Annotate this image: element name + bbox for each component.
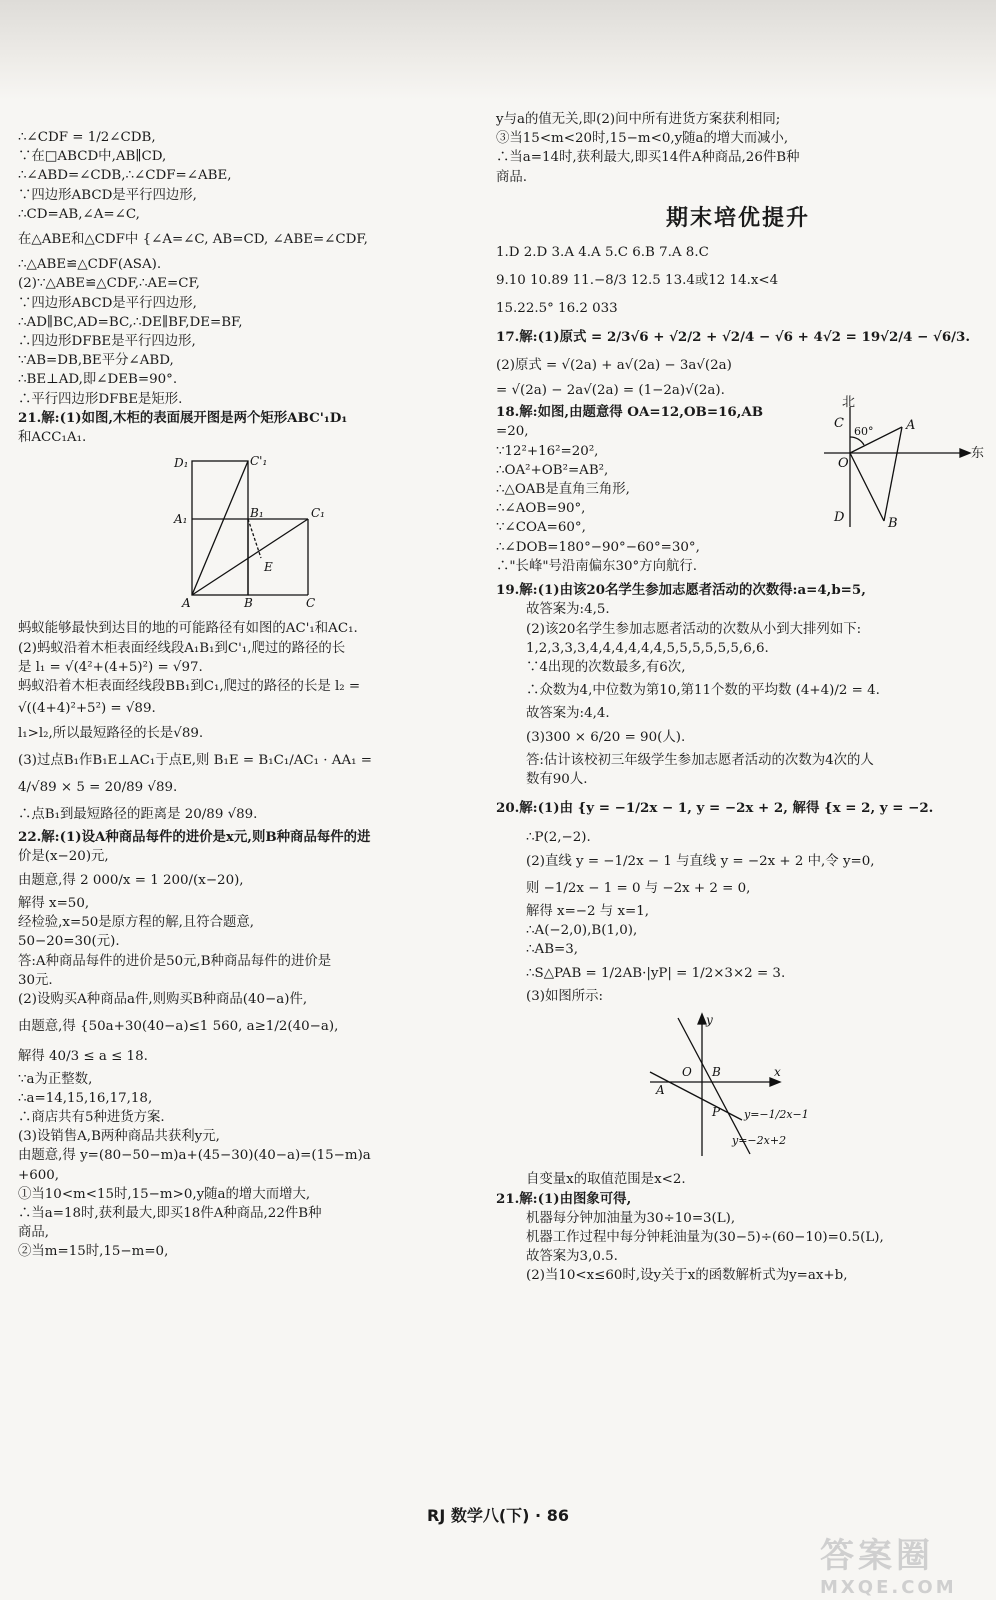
text-line: ∴平行四边形DFBE是矩形. [18, 391, 183, 407]
text-line: ∴AD∥BC,AD=BC,∴DE∥BF,DE=BF, [18, 314, 243, 330]
text-line: ∴∠AOB=90°, [496, 501, 586, 517]
text-line: ∴△ABE≌△CDF(ASA). [18, 257, 162, 273]
angle-label: 60° [854, 425, 874, 439]
problem-heading: 22.解:(1)设A种商品每件的进价是x元,则B种商品每件的进 [18, 829, 371, 846]
answer-row: 9.10 10.89 11.−8/3 12.5 13.4或12 14.x<4 [496, 273, 779, 289]
problem-heading: 17.解:(1)原式 = 2/3√6 + √2/2 + √2/4 − √6 + 4√2 = 19√2/4 − √6/3. [496, 328, 971, 345]
text-line: ∴A(−2,0),B(1,0), [526, 923, 638, 939]
text-line: ∴商店共有5种进货方案. [18, 1109, 165, 1125]
text-line: ∴"长峰"号沿南偏东30°方向航行. [496, 558, 697, 574]
text-line: 由题意,得 2 000/x = 1 200/(x−20), [18, 872, 244, 888]
label-D1: D₁ [174, 456, 189, 471]
problem-heading: 21.解:(1)如图,木柜的表面展开图是两个矩形ABC'₁D₁ [18, 409, 348, 426]
text-line: ∵在□ABCD中,AB∥CD, [18, 149, 167, 165]
label-B1: B₁ [250, 506, 264, 521]
text-line: ∵4出现的次数最多,有6次, [526, 660, 686, 676]
label-C: C [834, 416, 844, 432]
text-line: ∴S△PAB = 1/2AB·|yP| = 1/2×3×2 = 3. [526, 965, 786, 981]
text-line: ∴a=14,15,16,17,18, [18, 1090, 153, 1106]
text-line: 解得 x=−2 与 x=1, [526, 904, 650, 920]
text-line: 故答案为3,0.5. [526, 1249, 618, 1265]
label-A: A [182, 596, 191, 611]
problem-heading: 19.解:(1)由该20名学生参加志愿者活动的次数得:a=4,b=5, [496, 582, 866, 599]
text-line: 故答案为:4,4. [526, 706, 610, 722]
text-line: (2)∵△ABE≌△CDF,∴AE=CF, [18, 276, 200, 292]
text-line: ∴当a=18时,获利最大,即买18件A种商品,22件B种 [18, 1205, 322, 1221]
text-line: y与a的值无关,即(2)问中所有进货方案获利相同; [496, 112, 781, 127]
problem-heading: 21.解:(1)由图象可得, [496, 1190, 632, 1207]
text-line: ①当10<m<15时,15−m>0,y随a的增大而增大, [18, 1186, 311, 1202]
text-line: 商品, [18, 1225, 50, 1241]
text-line: (2)原式 = √(2a) + a√(2a) − 3a√(2a) [496, 357, 732, 373]
page-footer: RJ 数学八(下) · 86 [427, 1506, 569, 1525]
text-line: ②当m=15时,15−m=0, [18, 1244, 169, 1260]
text-line: 自变量x的取值范围是x<2. [526, 1172, 686, 1188]
text-line: 答:A种商品每件的进价是50元,B种商品每件的进价是 [18, 953, 332, 969]
line2-label: y=−2x+2 [732, 1134, 787, 1148]
text-line: (2)该20名学生参加志愿者活动的次数从小到大排列如下: [526, 621, 862, 637]
text-line: 蚂蚁沿着木柜表面经线段BB₁到C₁,爬过的路径的长是 l₂ = [18, 679, 361, 695]
text-line: 机器每分钟加油量为30÷10=3(L), [526, 1210, 736, 1226]
label-D: D [834, 510, 845, 526]
watermark-line1: 答案圈 [820, 1536, 934, 1576]
text-line: (3)过点B₁作B₁E⊥AC₁于点E,则 B₁E = B₁C₁/AC₁ · AA₁ = [18, 752, 372, 768]
problem-heading: 20.解:(1)由 {y = −1/2x − 1, y = −2x + 2, 解得 {x = 2, y = −2. [496, 800, 934, 817]
axis-y-label: y [706, 1013, 713, 1028]
text-line: 则 −1/2x − 1 = 0 与 −2x + 2 = 0, [526, 880, 751, 896]
text-line: 故答案为:4,5. [526, 602, 610, 618]
label-A: A [656, 1083, 665, 1098]
text-line: 50−20=30(元). [18, 934, 120, 950]
text-line: ∴CD=AB,∠A=∠C, [18, 206, 140, 222]
text-line: (2)直线 y = −1/2x − 1 与直线 y = −2x + 2 中,令 y=0, [526, 853, 875, 869]
text-line: ∵12²+16²=20², [496, 443, 599, 459]
text-line: ∴当a=14时,获利最大,即买14件A种商品,26件B种 [496, 150, 800, 166]
cabinet-diagram [168, 451, 338, 609]
scan-top-band [0, 0, 996, 100]
text-line: ∴OA²+OB²=AB², [496, 462, 609, 478]
label-A: A [906, 418, 916, 434]
text-line: 解得 x=50, [18, 895, 90, 911]
text-line: 答:估计该校初三年级学生参加志愿者活动的次数为4次的人 [526, 752, 874, 768]
text-line: ∴点B₁到最短路径的距离是 20/89 √89. [18, 807, 258, 823]
text-line: ∴∠DOB=180°−90°−60°=30°, [496, 539, 700, 555]
label-O: O [838, 456, 849, 472]
label-C1: C₁ [311, 506, 325, 521]
text-line: ∵四边形ABCD是平行四边形, [18, 187, 197, 203]
text-line: ∵a为正整数, [18, 1071, 93, 1087]
label-east: 东 [971, 446, 985, 462]
label-B: B [712, 1065, 721, 1080]
watermark-logo [820, 1528, 990, 1598]
text-line: 价是(x−20)元, [18, 849, 109, 865]
axis-x-label: x [774, 1065, 781, 1080]
text-line: 和ACC₁A₁. [18, 430, 87, 446]
text-line: 解得 40/3 ≤ a ≤ 18. [18, 1049, 148, 1065]
label-O: O [682, 1065, 692, 1080]
label-C1prime: C'₁ [250, 454, 268, 469]
text-line: ③当15<m<20时,15−m<0,y随a的增大而减小, [496, 131, 789, 147]
problem-18-block [496, 395, 985, 581]
label-P: P [712, 1105, 721, 1120]
label-north: 北 [842, 395, 856, 411]
text-line: (3)300 × 6/20 = 90(人). [526, 729, 686, 745]
text-line: ∵AB=DB,BE平分∠ABD, [18, 353, 174, 369]
text-line: ∴BE⊥AD,即∠DEB=90°. [18, 372, 178, 388]
label-B: B [888, 516, 898, 532]
text-line: ∴P(2,−2). [526, 830, 591, 846]
text-line: ∵四边形ABCD是平行四边形, [18, 295, 197, 311]
text-line: (2)设购买A种商品a件,则购买B种商品(40−a)件, [18, 991, 308, 1007]
text-line: 蚂蚁能够最快到达目的地的可能路径有如图的AC'₁和AC₁. [18, 621, 358, 637]
text-line: 由题意,得 {50a+30(40−a)≤1 560, a≥1/2(40−a), [18, 1019, 339, 1035]
label-B: B [244, 596, 253, 611]
text-line: ∴四边形DFBE是平行四边形, [18, 334, 196, 350]
text-line: 30元. [18, 972, 53, 988]
text-line: l₁>l₂,所以最短路径的长是√89. [18, 726, 204, 742]
right-column [496, 110, 985, 1286]
line-graph-figure [496, 1010, 980, 1166]
text-line: ∵∠COA=60°, [496, 520, 586, 536]
text-line: = √(2a) − 2a√(2a) = (1−2a)√(2a). [496, 383, 725, 399]
watermark-line2: MXQE.COM [820, 1577, 957, 1598]
text-line: 1,2,3,3,3,4,4,4,4,4,4,5,5,5,5,5,5,6,6. [526, 640, 769, 656]
text-line: 在△ABE和△CDF中 {∠A=∠C, AB=CD, ∠ABE=∠CDF, [18, 232, 368, 248]
label-C: C [306, 596, 316, 611]
text-line: ∴众数为4,中位数为第10,第11个数的平均数 (4+4)/2 = 4. [526, 683, 880, 699]
cabinet-unfold-figure [18, 451, 486, 615]
text-line: √((4+4)²+5²) = √89. [18, 701, 156, 717]
text-line: +600, [18, 1167, 60, 1183]
compass-diagram [822, 395, 985, 537]
text-line: ∴∠CDF = 1/2∠CDB, [18, 130, 156, 145]
text-line: (2)当10<x≤60时,设y关于x的函数解析式为y=ax+b, [526, 1268, 848, 1284]
text-line: (3)如图所示: [526, 988, 604, 1004]
answer-row: 15.22.5° 16.2 033 [496, 301, 618, 317]
text-line: ∴∠ABD=∠CDB,∴∠CDF=∠ABE, [18, 168, 232, 184]
text-line: (2)蚂蚁沿着木柜表面经线段A₁B₁到C'₁,爬过的路径的长 [18, 640, 346, 656]
text-line: 数有90人. [526, 772, 588, 788]
section-title: 期末培优提升 [665, 205, 810, 231]
text-line: 是 l₁ = √(4²+(4+5)²) = √97. [18, 659, 203, 675]
answer-row: 1.D 2.D 3.A 4.A 5.C 6.B 7.A 8.C [496, 245, 709, 261]
text-line: 由题意,得 y=(80−50−m)a+(45−30)(40−a)=(15−m)a [18, 1148, 371, 1164]
label-E: E [264, 560, 273, 575]
problem-heading: 18.解:如图,由题意得 OA=12,OB=16,AB [496, 404, 764, 421]
line1-label: y=−1/2x−1 [744, 1108, 809, 1122]
text-line: 机器工作过程中每分钟耗油量为(30−5)÷(60−10)=0.5(L), [526, 1229, 884, 1245]
text-line: (3)设销售A,B两种商品共获利y元, [18, 1129, 220, 1145]
label-A1: A₁ [174, 512, 188, 527]
left-column [18, 128, 486, 1262]
text-line: 4/√89 × 5 = 20/89 √89. [18, 779, 178, 795]
line-graph-diagram [646, 1010, 846, 1160]
text-line: =20, [496, 424, 529, 440]
text-line: 经检验,x=50是原方程的解,且符合题意, [18, 915, 255, 931]
text-line: ∴AB=3, [526, 942, 579, 958]
text-line: ∴△OAB是直角三角形, [496, 482, 630, 498]
text-line: 商品. [496, 169, 528, 185]
